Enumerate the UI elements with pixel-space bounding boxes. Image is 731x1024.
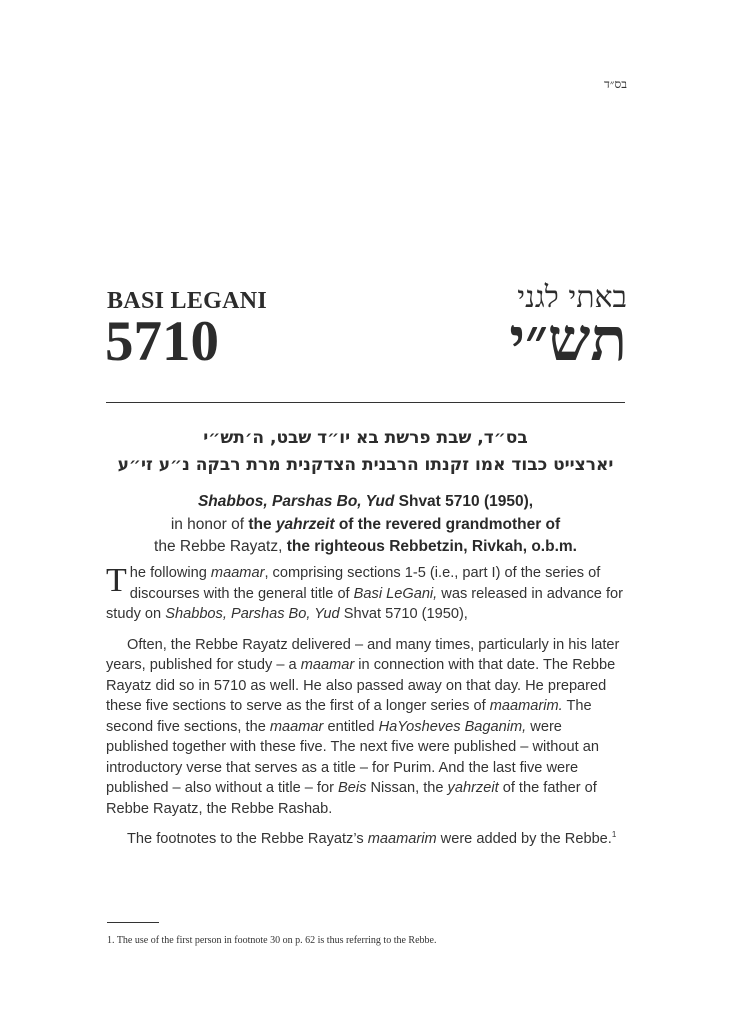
body-text <box>106 563 625 860</box>
header-mark: בס״ד <box>604 77 627 91</box>
dedication-line-2: in honor of the yahrzeit of the revered grandmother of <box>170 515 561 533</box>
footnote-divider <box>107 922 159 923</box>
footnote-ref[interactable]: 1 <box>611 830 617 840</box>
dedication-line-1: Shabbos, Parshas Bo, Yud Shvat 5710 (1950), <box>197 493 534 510</box>
title-hebrew-year: תש״י <box>509 305 627 375</box>
dedication-line-3: the Rebbe Rayatz, the righteous Rebbetzin, Rivkah, o.b.m. <box>154 538 577 555</box>
paragraph-3: The footnotes to the Rebbe Rayatz’s maamarim were added by the Rebbe.$^1$ <box>127 830 617 847</box>
drop-cap: T <box>106 562 127 599</box>
title-english: BASI LEGANI <box>107 288 268 314</box>
title-hebrew: באתי לגני <box>517 280 627 315</box>
title-english-year: 5710 <box>105 310 219 373</box>
hebrew-heading-line-1: בס״ד, שבת פרשת בא יו״ד שבט, ה׳תש״י <box>203 428 528 448</box>
title-divider <box>106 402 625 403</box>
footnote: 1. The use of the first person in footnote 30 on p. 62 is thus referring to the Rebbe. <box>107 935 437 946</box>
paragraph-1: The following maamar, comprising sections 1-5 (i.e., part I) of the series of discourses with the general title of Basi LeGani, was released in advance for study on Shabbos, Parshas Bo, Yud Shvat 5710 (1950), <box>106 562 624 622</box>
hebrew-heading-line-2: יארצייט כבוד אמו זקנתו הרבנית הצדקנית מרת רבקה נ״ע זי״ע <box>117 455 614 475</box>
paragraph-2: Often, the Rebbe Rayatz delivered – and many times, particularly in his later years, published for study – a maamar in connection with that date. The Rebbe Rayatz did so in 5710 as well. He also passed away on that day. He prepared these five sections to serve as the first of a longer series of maamarim. The second five sections, the maamar entitled HaYosheves Baganim, were published together with these five. The next five were published – without an introductory verse that serves as a title – for Purim. And the last five were published – also without a title – for Beis Nissan, the yahrzeit of the father of Rebbe Rayatz, the Rebbe Rashab. <box>106 636 620 817</box>
dedication <box>106 491 625 559</box>
